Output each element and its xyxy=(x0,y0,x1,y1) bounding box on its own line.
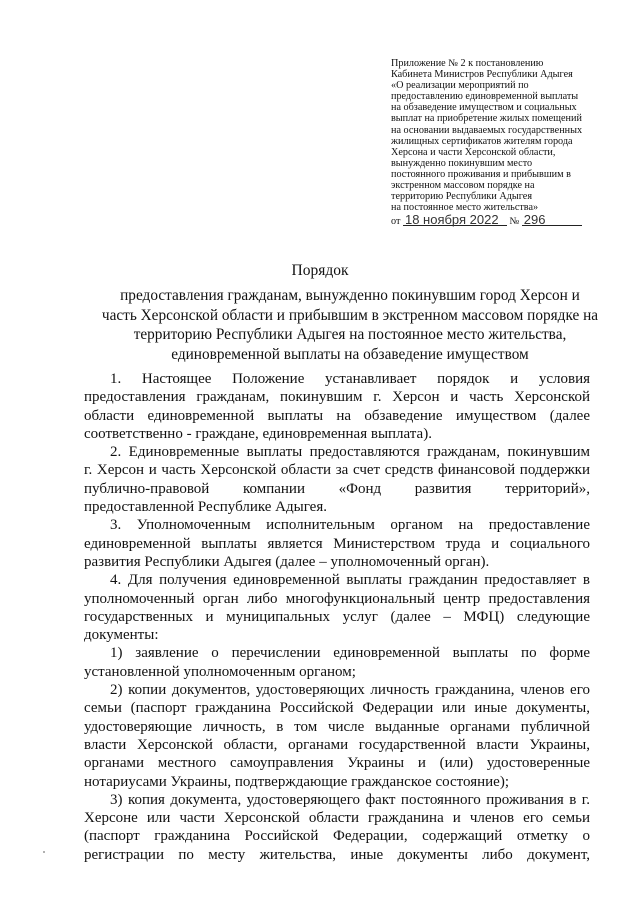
annex-line: на основании выдаваемых государственных xyxy=(391,124,583,136)
annex-line: постоянного проживания и прибывшим в xyxy=(391,168,571,180)
paragraph-line: соответственно - граждане, единовременная выплата). xyxy=(84,425,432,442)
paragraph-line: 3) копия документа, удостоверяющего факт постоянного проживания в г. xyxy=(110,791,590,808)
paragraph-line: власти Херсонской области, органами государственной власти Украины, xyxy=(84,736,590,753)
paragraph-line: 1. Настоящее Положение устанавливает порядок и условия xyxy=(110,371,590,387)
paragraph xyxy=(84,681,590,791)
paragraph-line: документы: xyxy=(84,627,159,644)
annex-line: экстренном массовом порядке на xyxy=(391,180,535,192)
paragraph-line: Херсоне или части Херсонской области гражданина и членов его семьи xyxy=(84,810,590,827)
paragraph-line: развития Республики Адыгея (далее – уполномоченный орган). xyxy=(84,553,490,570)
paragraph-line: установленной уполномоченным органом; xyxy=(84,663,356,680)
paragraph-line: семьи (паспорт гражданина Российской Федерации или иные документы, xyxy=(84,700,590,717)
annex-line: жилищных сертификатов жителям города xyxy=(391,135,573,147)
paragraph xyxy=(84,791,590,864)
annex-line: выплат на приобретение жилых помещений xyxy=(391,113,582,125)
paragraph-line: уполномоченный орган либо многофункциональный центр предоставления xyxy=(84,590,590,607)
paragraph xyxy=(84,516,590,571)
annex-line: вынужденно покинувшим место xyxy=(391,157,533,169)
annex-header xyxy=(391,58,603,227)
annex-line: Приложение № 2 к постановлению xyxy=(391,58,544,69)
subtitle-line: единовременной выплаты на обзаведение имуществом xyxy=(171,345,529,363)
paragraph-line: 2) копии документов, удостоверяющих личность гражданина, членов его xyxy=(110,682,590,699)
paragraph xyxy=(84,644,590,681)
subtitle-line: территорию Республики Адыгея на постоянное место жительства, xyxy=(133,326,567,344)
paragraph-line: публично-правовой компании «Фонд развития территорий», xyxy=(84,480,590,497)
paragraph-line: области единовременной выплаты на обзаведение имуществом (далее xyxy=(84,407,590,424)
annex-line: на постоянное место жительства» xyxy=(391,202,539,214)
annex-line: Кабинета Министров Республики Адыгея xyxy=(391,69,573,81)
subtitle-line: часть Херсонской области и прибывшим в экстренном массовом порядке на xyxy=(101,306,599,324)
annex-line: территорию Республики Адыгея xyxy=(391,191,533,203)
handwritten-number: 296 xyxy=(522,214,582,226)
annex-line: «О реализации мероприятий по xyxy=(391,80,529,92)
paragraph-line: (паспорт гражданина Российской Федерации, содержащий отметку о xyxy=(84,828,590,845)
document-body xyxy=(84,370,590,864)
paragraph xyxy=(84,370,590,443)
paragraph-line: государственных и муниципальных услуг (далее – МФЦ) следующие xyxy=(84,608,590,625)
subtitle-line: предоставления гражданам, вынужденно покинувшим город Херсон и xyxy=(120,287,580,304)
paragraph-line: предоставленной Республике Адыгея. xyxy=(84,499,327,516)
paragraph-line: нотариусами Украины, подтверждающие гражданское состояние); xyxy=(84,773,509,790)
paragraph xyxy=(84,443,590,516)
paragraph-line: органами местного самоуправления Украины и (или) удостоверенные xyxy=(84,755,590,772)
paragraph-line: 2. Единовременные выплаты предоставляются гражданам, покинувшим xyxy=(110,444,590,461)
handwritten-date: 18 ноября 2022 xyxy=(403,214,507,226)
annex-date-line xyxy=(391,214,603,227)
document-title: Порядок xyxy=(291,262,349,279)
paragraph-line: 4. Для получения единовременной выплаты гражданин предоставляет в xyxy=(110,572,590,589)
scan-speck xyxy=(43,851,45,853)
date-prefix: от xyxy=(391,216,401,228)
paragraph-line: г. Херсон и часть Херсонской области за счет средств финансовой поддержки xyxy=(84,462,590,479)
paragraph-line: 1) заявление о перечислении единовременной выплаты по форме xyxy=(110,645,590,662)
annex-line: предоставлению единовременной выплаты xyxy=(391,91,579,103)
paragraph-line: регистрации по месту жительства, иные документы либо документ, xyxy=(84,846,590,863)
paragraph-line: 3. Уполномоченным исполнительным органом на предоставление xyxy=(110,517,590,534)
paragraph-line: предоставления гражданам, покинувшим г. Херсон и часть Херсонской xyxy=(84,389,590,406)
annex-line: Херсона и части Херсонской области, xyxy=(391,146,556,158)
number-prefix: № xyxy=(509,216,520,228)
paragraph-line: единовременной выплаты является Министерством труда и социального xyxy=(84,535,590,552)
document-subtitle xyxy=(100,286,600,364)
annex-line: на обзаведение имуществом и социальных xyxy=(391,102,577,114)
paragraph-line: удостоверяющие личность, в том числе выданные органами публичной xyxy=(84,718,590,735)
paragraph xyxy=(84,571,590,644)
